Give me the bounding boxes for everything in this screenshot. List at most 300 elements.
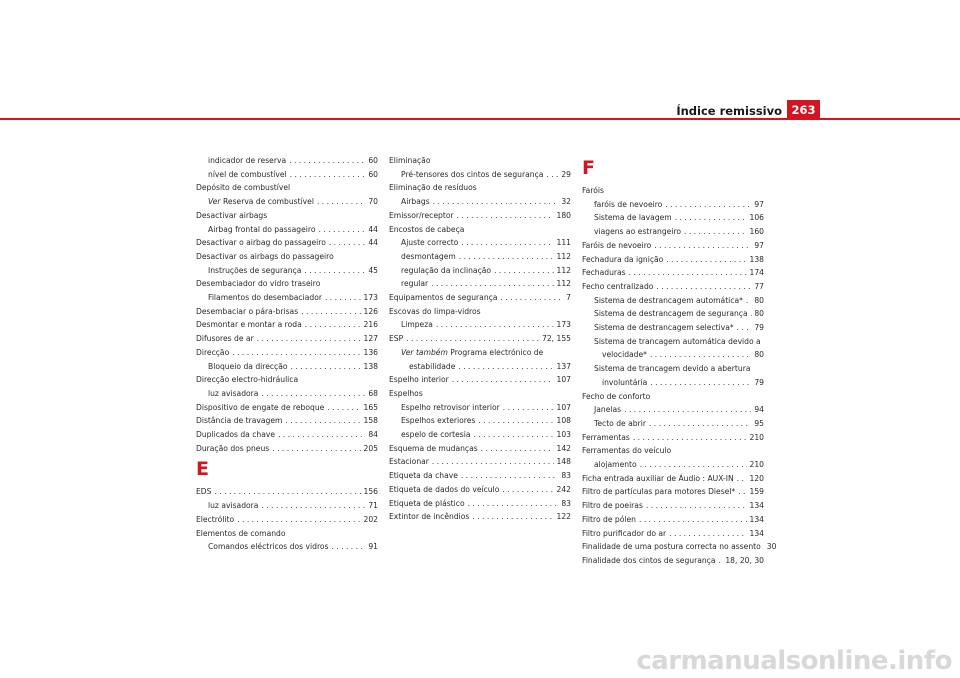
entry-page-number: 79 bbox=[754, 377, 764, 387]
index-subentry bbox=[582, 225, 764, 239]
entry-text: Desembaciador do vidro traseiro bbox=[196, 279, 321, 289]
entry-text: involuntária bbox=[602, 377, 648, 387]
entry-text: Desactivar os airbags do passageiro bbox=[196, 251, 334, 261]
index-heading bbox=[389, 223, 571, 237]
dot-leader bbox=[317, 195, 365, 209]
dot-leader bbox=[431, 277, 553, 291]
index-subentry bbox=[582, 294, 764, 308]
dot-leader bbox=[500, 291, 563, 305]
dot-leader bbox=[272, 442, 360, 456]
dot-leader bbox=[719, 554, 723, 568]
entry-text: Airbags bbox=[401, 197, 430, 207]
entry-page-number: 80 bbox=[754, 309, 764, 319]
dot-leader bbox=[684, 225, 746, 239]
index-subentry bbox=[196, 387, 378, 401]
entry-text: Pré-tensores dos cintos de segurança bbox=[401, 169, 544, 179]
index-heading bbox=[389, 387, 571, 401]
entry-text: Finalidade dos cintos de segurança bbox=[582, 555, 716, 565]
dot-leader bbox=[305, 318, 361, 332]
entry-page-number: 173 bbox=[556, 320, 571, 330]
entry-page-number: 137 bbox=[556, 361, 571, 371]
index-subentry bbox=[389, 360, 571, 374]
dot-leader bbox=[650, 348, 751, 362]
dot-leader bbox=[406, 332, 539, 346]
index-entry bbox=[196, 305, 378, 319]
entry-page-number: 108 bbox=[556, 416, 571, 426]
entry-text: Airbag frontal do passageiro bbox=[208, 224, 316, 234]
dot-leader bbox=[646, 499, 747, 513]
entry-text: Instruções de segurança bbox=[208, 265, 302, 275]
entry-page-number: 174 bbox=[749, 268, 764, 278]
index-subentry bbox=[389, 277, 571, 291]
entry-text: Ajuste correcto bbox=[401, 238, 459, 248]
index-heading bbox=[196, 209, 378, 223]
dot-leader bbox=[461, 236, 553, 250]
entry-text: regular bbox=[401, 279, 429, 289]
dot-leader bbox=[751, 307, 752, 321]
entry-page-number: 159 bbox=[749, 487, 764, 497]
dot-leader bbox=[257, 332, 361, 346]
index-subentry bbox=[389, 428, 571, 442]
dot-leader bbox=[503, 401, 554, 415]
index-column-3 bbox=[582, 154, 777, 568]
dot-leader bbox=[649, 417, 751, 431]
dot-leader bbox=[675, 211, 747, 225]
entry-page-number: 127 bbox=[363, 334, 378, 344]
entry-text: indicador de reserva bbox=[208, 156, 287, 165]
dot-leader bbox=[656, 280, 751, 294]
entry-page-number: 29 bbox=[561, 169, 571, 179]
entry-text: Sistema de lavagem bbox=[594, 213, 672, 223]
entry-text: desmontagem bbox=[401, 251, 456, 261]
entry-page-number: 202 bbox=[363, 514, 378, 524]
entry-page-number: 103 bbox=[556, 430, 571, 440]
entry-text: Tecto de abrir bbox=[594, 418, 646, 428]
index-subentry bbox=[582, 417, 764, 431]
entry-page-number: 107 bbox=[556, 402, 571, 412]
index-subentry bbox=[582, 307, 764, 321]
entry-text: Desactivar airbags bbox=[196, 210, 268, 220]
index-subentry bbox=[389, 318, 571, 332]
entry-text: Etiqueta da chave bbox=[389, 471, 458, 481]
index-entry bbox=[582, 554, 764, 568]
dot-leader bbox=[624, 403, 751, 417]
dot-leader bbox=[629, 266, 747, 280]
index-subentry bbox=[196, 223, 378, 237]
entry-page-number: 30 bbox=[766, 542, 777, 552]
entry-page-number: 95 bbox=[754, 418, 764, 428]
index-entry bbox=[196, 513, 378, 527]
dot-leader bbox=[737, 472, 747, 486]
entry-page-number: 45 bbox=[368, 265, 378, 275]
entry-text: luz avisadora bbox=[208, 388, 259, 398]
index-heading bbox=[196, 181, 378, 195]
entry-text: Depósito de combustível bbox=[196, 183, 291, 193]
index-entry bbox=[389, 332, 571, 346]
index-section-letter: E bbox=[196, 458, 209, 481]
entry-text: Desembaciar o pára-brisas bbox=[196, 306, 299, 316]
dot-leader bbox=[738, 485, 746, 499]
entry-text: viagens ao estrangeiro bbox=[594, 227, 682, 237]
entry-text: Fechadura da ignição bbox=[582, 254, 664, 264]
entry-page-number: 32 bbox=[561, 197, 571, 207]
index-column-2 bbox=[389, 154, 571, 524]
entry-page-number: 173 bbox=[363, 293, 378, 303]
entry-text: Finalidade de uma postura correcta no assento bbox=[582, 542, 761, 552]
entry-text: Filamentos do desembaciador bbox=[208, 293, 322, 303]
index-entry bbox=[582, 253, 764, 267]
index-entry bbox=[196, 414, 378, 428]
dot-leader bbox=[494, 264, 553, 278]
entry-text: Espelho retrovisor interior bbox=[401, 402, 500, 412]
dot-leader bbox=[332, 540, 366, 554]
entry-text: Duração dos pneus bbox=[196, 443, 270, 453]
dot-leader bbox=[432, 455, 554, 469]
dot-leader bbox=[261, 387, 365, 401]
index-entry bbox=[582, 527, 764, 541]
entry-page-number: 160 bbox=[749, 227, 764, 237]
entry-text: nível de combustível bbox=[208, 169, 287, 179]
index-subentry bbox=[582, 362, 764, 376]
dot-leader bbox=[290, 168, 366, 182]
index-subentry bbox=[389, 250, 571, 264]
dot-leader bbox=[329, 236, 365, 250]
index-entry bbox=[389, 455, 571, 469]
dot-leader bbox=[278, 428, 365, 442]
index-subentry bbox=[582, 348, 764, 362]
dot-leader bbox=[639, 513, 747, 527]
index-entry bbox=[582, 431, 764, 445]
dot-leader bbox=[214, 485, 360, 499]
dot-leader bbox=[457, 209, 554, 223]
entry-text: Duplicados da chave bbox=[196, 430, 276, 440]
index-subentry bbox=[196, 264, 378, 278]
entry-text: regulação da inclinação bbox=[401, 265, 492, 275]
index-subentry bbox=[389, 414, 571, 428]
see-also-label: Ver bbox=[208, 197, 221, 207]
entry-page-number: 77 bbox=[754, 281, 764, 291]
dot-leader bbox=[459, 250, 554, 264]
entry-text: Faróis de nevoeiro bbox=[582, 240, 652, 250]
index-entry bbox=[196, 442, 378, 456]
entry-page-number: 138 bbox=[363, 361, 378, 371]
entry-text: Escovas do limpa-vidros bbox=[389, 306, 481, 316]
entry-page-number: 80 bbox=[754, 350, 764, 360]
index-entry bbox=[196, 346, 378, 360]
entry-page-number: 80 bbox=[754, 295, 764, 305]
dot-leader bbox=[481, 442, 554, 456]
entry-page-number: 83 bbox=[561, 471, 571, 481]
entry-page-number: 122 bbox=[556, 512, 571, 522]
entry-text: Ferramentas bbox=[582, 432, 630, 442]
entry-page-number: 216 bbox=[363, 320, 378, 330]
entry-text: Ficha entrada auxiliar de Áudio : AUX-IN bbox=[582, 473, 734, 483]
entry-text: Dispositivo de engate de reboque bbox=[196, 402, 325, 412]
dot-leader bbox=[650, 376, 751, 390]
entry-page-number: 91 bbox=[368, 542, 378, 552]
dot-leader bbox=[436, 318, 554, 332]
index-subentry bbox=[196, 154, 378, 168]
dot-leader bbox=[546, 168, 558, 182]
entry-page-number: 84 bbox=[368, 430, 378, 440]
entry-text: Extintor de incêndios bbox=[389, 512, 470, 522]
index-entry bbox=[582, 266, 764, 280]
index-entry bbox=[582, 472, 764, 486]
entry-text: Fecho de conforto bbox=[582, 391, 651, 401]
index-subentry bbox=[389, 168, 571, 182]
entry-page-number: 111 bbox=[556, 238, 571, 248]
entry-text: Filtro de pólen bbox=[582, 514, 636, 524]
entry-text: Estacionar bbox=[389, 457, 429, 467]
index-subentry bbox=[582, 321, 764, 335]
entry-page-number: 112 bbox=[556, 251, 571, 261]
entry-text: Eliminação de resíduos bbox=[389, 183, 477, 193]
index-heading bbox=[196, 527, 378, 541]
entry-page-number: 156 bbox=[363, 487, 378, 497]
dot-leader bbox=[237, 513, 360, 527]
entry-page-number: 112 bbox=[556, 265, 571, 275]
index-subentry bbox=[582, 211, 764, 225]
see-also-label: Ver também bbox=[401, 347, 448, 357]
index-entry bbox=[196, 332, 378, 346]
index-heading bbox=[582, 444, 764, 458]
entry-page-number: 106 bbox=[749, 213, 764, 223]
entry-page-number: 158 bbox=[363, 416, 378, 426]
entry-page-number: 112 bbox=[556, 279, 571, 289]
entry-page-number: 71 bbox=[368, 501, 378, 511]
entry-page-number: 97 bbox=[754, 199, 764, 209]
dot-leader bbox=[325, 291, 361, 305]
dot-leader bbox=[433, 195, 559, 209]
index-entry bbox=[389, 510, 571, 524]
entry-text: Etiqueta de dados do veículo bbox=[389, 484, 500, 494]
entry-text: Esquema de mudanças bbox=[389, 443, 478, 453]
index-subentry bbox=[582, 403, 764, 417]
dot-leader bbox=[468, 497, 559, 511]
dot-leader bbox=[327, 401, 360, 415]
dot-leader bbox=[665, 198, 751, 212]
entry-text: ESP bbox=[389, 334, 404, 344]
dot-leader bbox=[232, 346, 360, 360]
entry-page-number: 134 bbox=[749, 514, 764, 524]
entry-page-number: 83 bbox=[561, 498, 571, 508]
entry-page-number: 126 bbox=[363, 306, 378, 316]
entry-page-number: 70 bbox=[368, 197, 378, 207]
entry-text: Espelhos bbox=[389, 388, 423, 398]
index-subentry bbox=[196, 540, 378, 554]
entry-text: Filtro purificador do ar bbox=[582, 528, 667, 538]
index-subentry bbox=[196, 499, 378, 513]
entry-text: Bloqueio da direcção bbox=[208, 361, 288, 371]
entry-text: espelo de cortesia bbox=[401, 430, 471, 440]
entry-page-number: 120 bbox=[749, 473, 764, 483]
entry-text: Sistema de destrancagem de segurança bbox=[594, 309, 748, 319]
entry-text: luz avisadora bbox=[208, 501, 259, 511]
dot-leader bbox=[452, 373, 554, 387]
index-subentry bbox=[389, 195, 571, 209]
entry-page-number: 134 bbox=[749, 528, 764, 538]
dot-leader bbox=[502, 483, 553, 497]
index-subentry bbox=[582, 458, 764, 472]
index-entry bbox=[582, 280, 764, 294]
entry-text: Janelas bbox=[594, 405, 622, 415]
index-subentry bbox=[389, 401, 571, 415]
entry-text: Fechaduras bbox=[582, 268, 626, 278]
entry-text: Ver Reserva de combustível bbox=[208, 197, 314, 207]
entry-page-number: 138 bbox=[749, 254, 764, 264]
entry-text: Distância de travagem bbox=[196, 416, 283, 426]
entry-text: Sistema de trancagem automática devido a bbox=[594, 336, 761, 346]
page-number: 263 bbox=[787, 100, 820, 120]
index-entry bbox=[389, 483, 571, 497]
entry-page-number: 165 bbox=[363, 402, 378, 412]
entry-page-number: 44 bbox=[368, 238, 378, 248]
index-entry bbox=[582, 239, 764, 253]
entry-page-number: 7 bbox=[566, 293, 571, 303]
index-entry bbox=[389, 497, 571, 511]
entry-page-number: 18, 20, 30 bbox=[725, 555, 764, 565]
entry-text: alojamento bbox=[594, 460, 637, 470]
index-subentry bbox=[196, 360, 378, 374]
index-subentry bbox=[389, 236, 571, 250]
index-heading bbox=[582, 184, 764, 198]
entry-text: Comandos eléctricos dos vidros bbox=[208, 542, 329, 552]
header-rule bbox=[0, 118, 960, 120]
index-subentry bbox=[389, 346, 571, 360]
entry-text: Espelho interior bbox=[389, 375, 449, 385]
index-entry bbox=[389, 373, 571, 387]
watermark-logo: carmanualsonline.info bbox=[636, 646, 952, 676]
index-entry bbox=[389, 469, 571, 483]
index-heading bbox=[196, 277, 378, 291]
index-heading bbox=[389, 154, 571, 168]
index-entry bbox=[196, 428, 378, 442]
entry-text: Desmontar e montar a roda bbox=[196, 320, 302, 330]
entry-text: Direcção bbox=[196, 347, 230, 357]
index-heading bbox=[389, 181, 571, 195]
dot-leader bbox=[285, 414, 360, 428]
entry-page-number: 210 bbox=[749, 460, 764, 470]
entry-text: Sistema de destrancagem automática* bbox=[594, 295, 743, 305]
index-entry bbox=[582, 540, 777, 554]
entry-page-number: 210 bbox=[749, 432, 764, 442]
entry-text: Filtro de poeiras bbox=[582, 501, 643, 511]
dot-leader bbox=[478, 414, 553, 428]
entry-text: Filtro de partículas para motores Diesel* bbox=[582, 487, 736, 497]
dot-leader bbox=[746, 294, 751, 308]
entry-text: Encostos de cabeça bbox=[389, 224, 465, 234]
page-header bbox=[0, 0, 960, 120]
entry-page-number: 180 bbox=[556, 210, 571, 220]
entry-page-number: 107 bbox=[556, 375, 571, 385]
dot-leader bbox=[319, 223, 366, 237]
entry-text: Programa electrónico de bbox=[447, 347, 544, 357]
entry-text: estabilidade bbox=[409, 361, 456, 371]
dot-leader bbox=[291, 360, 361, 374]
index-subentry bbox=[582, 376, 764, 390]
entry-page-number: 134 bbox=[749, 501, 764, 511]
entry-text: velocidade* bbox=[602, 350, 647, 360]
index-heading bbox=[389, 305, 571, 319]
page-title: Índice remissivo bbox=[676, 104, 782, 118]
index-entry bbox=[389, 442, 571, 456]
index-heading bbox=[196, 250, 378, 264]
entry-text: Faróis bbox=[582, 186, 604, 195]
index-entry bbox=[196, 401, 378, 415]
index-entry bbox=[196, 485, 378, 499]
index-entry bbox=[389, 291, 571, 305]
entry-text: Difusores de ar bbox=[196, 334, 254, 344]
index-subentry bbox=[196, 291, 378, 305]
entry-page-number: 68 bbox=[368, 388, 378, 398]
dot-leader bbox=[472, 510, 553, 524]
index-subentry bbox=[196, 168, 378, 182]
dot-leader bbox=[304, 264, 365, 278]
entry-page-number: 44 bbox=[368, 224, 378, 234]
entry-page-number: 79 bbox=[754, 323, 764, 333]
entry-page-number: 142 bbox=[556, 443, 571, 453]
entry-text: Ferramentas do veículo bbox=[582, 446, 672, 456]
index-subentry bbox=[582, 335, 764, 349]
entry-text: EDS bbox=[196, 487, 212, 497]
entry-text: Sistema de destrancagem selectiva* bbox=[594, 323, 734, 333]
entry-text: Emissor/receptor bbox=[389, 210, 454, 220]
index-entry bbox=[389, 209, 571, 223]
index-column-1 bbox=[196, 154, 378, 554]
index-heading bbox=[582, 390, 764, 404]
entry-page-number: 97 bbox=[754, 240, 764, 250]
entry-text: Desactivar o airbag do passageiro bbox=[196, 238, 326, 248]
dot-leader bbox=[261, 499, 365, 513]
index-subentry bbox=[196, 195, 378, 209]
entry-page-number: 72, 155 bbox=[542, 334, 571, 344]
entry-page-number: 242 bbox=[556, 484, 571, 494]
index-entry bbox=[582, 513, 764, 527]
entry-page-number: 136 bbox=[363, 347, 378, 357]
index-entry bbox=[196, 318, 378, 332]
dot-leader bbox=[737, 321, 752, 335]
entry-page-number: 205 bbox=[363, 443, 378, 453]
entry-page-number: 60 bbox=[368, 156, 378, 165]
dot-leader bbox=[458, 360, 553, 374]
entry-text: Eliminação bbox=[389, 156, 431, 165]
entry-text: Direcção electro-hidráulica bbox=[196, 375, 299, 385]
index-subentry bbox=[389, 264, 571, 278]
entry-page-number: 148 bbox=[556, 457, 571, 467]
dot-leader bbox=[474, 428, 554, 442]
entry-text: Sistema de trancagem devido a abertura bbox=[594, 364, 751, 374]
dot-leader bbox=[654, 239, 751, 253]
entry-page-number: 60 bbox=[368, 169, 378, 179]
entry-text: Elementos de comando bbox=[196, 528, 286, 538]
dot-leader bbox=[640, 458, 747, 472]
entry-text: Electrólito bbox=[196, 514, 235, 524]
index-entry bbox=[582, 499, 764, 513]
dot-leader bbox=[633, 431, 747, 445]
index-entry bbox=[196, 236, 378, 250]
entry-text: faróis de nevoeiro bbox=[594, 199, 663, 209]
dot-leader bbox=[669, 527, 746, 541]
dot-leader bbox=[301, 305, 360, 319]
entry-page-number: 94 bbox=[754, 405, 764, 415]
entry-text: Etiqueta de plástico bbox=[389, 498, 465, 508]
entry-text: Espelhos exteriores bbox=[401, 416, 476, 426]
dot-leader bbox=[666, 253, 746, 267]
dot-leader bbox=[289, 154, 365, 168]
entry-text: Equipamentos de segurança bbox=[389, 293, 498, 303]
entry-text: Fecho centralizado bbox=[582, 281, 654, 291]
index-section-letter: F bbox=[582, 157, 595, 179]
